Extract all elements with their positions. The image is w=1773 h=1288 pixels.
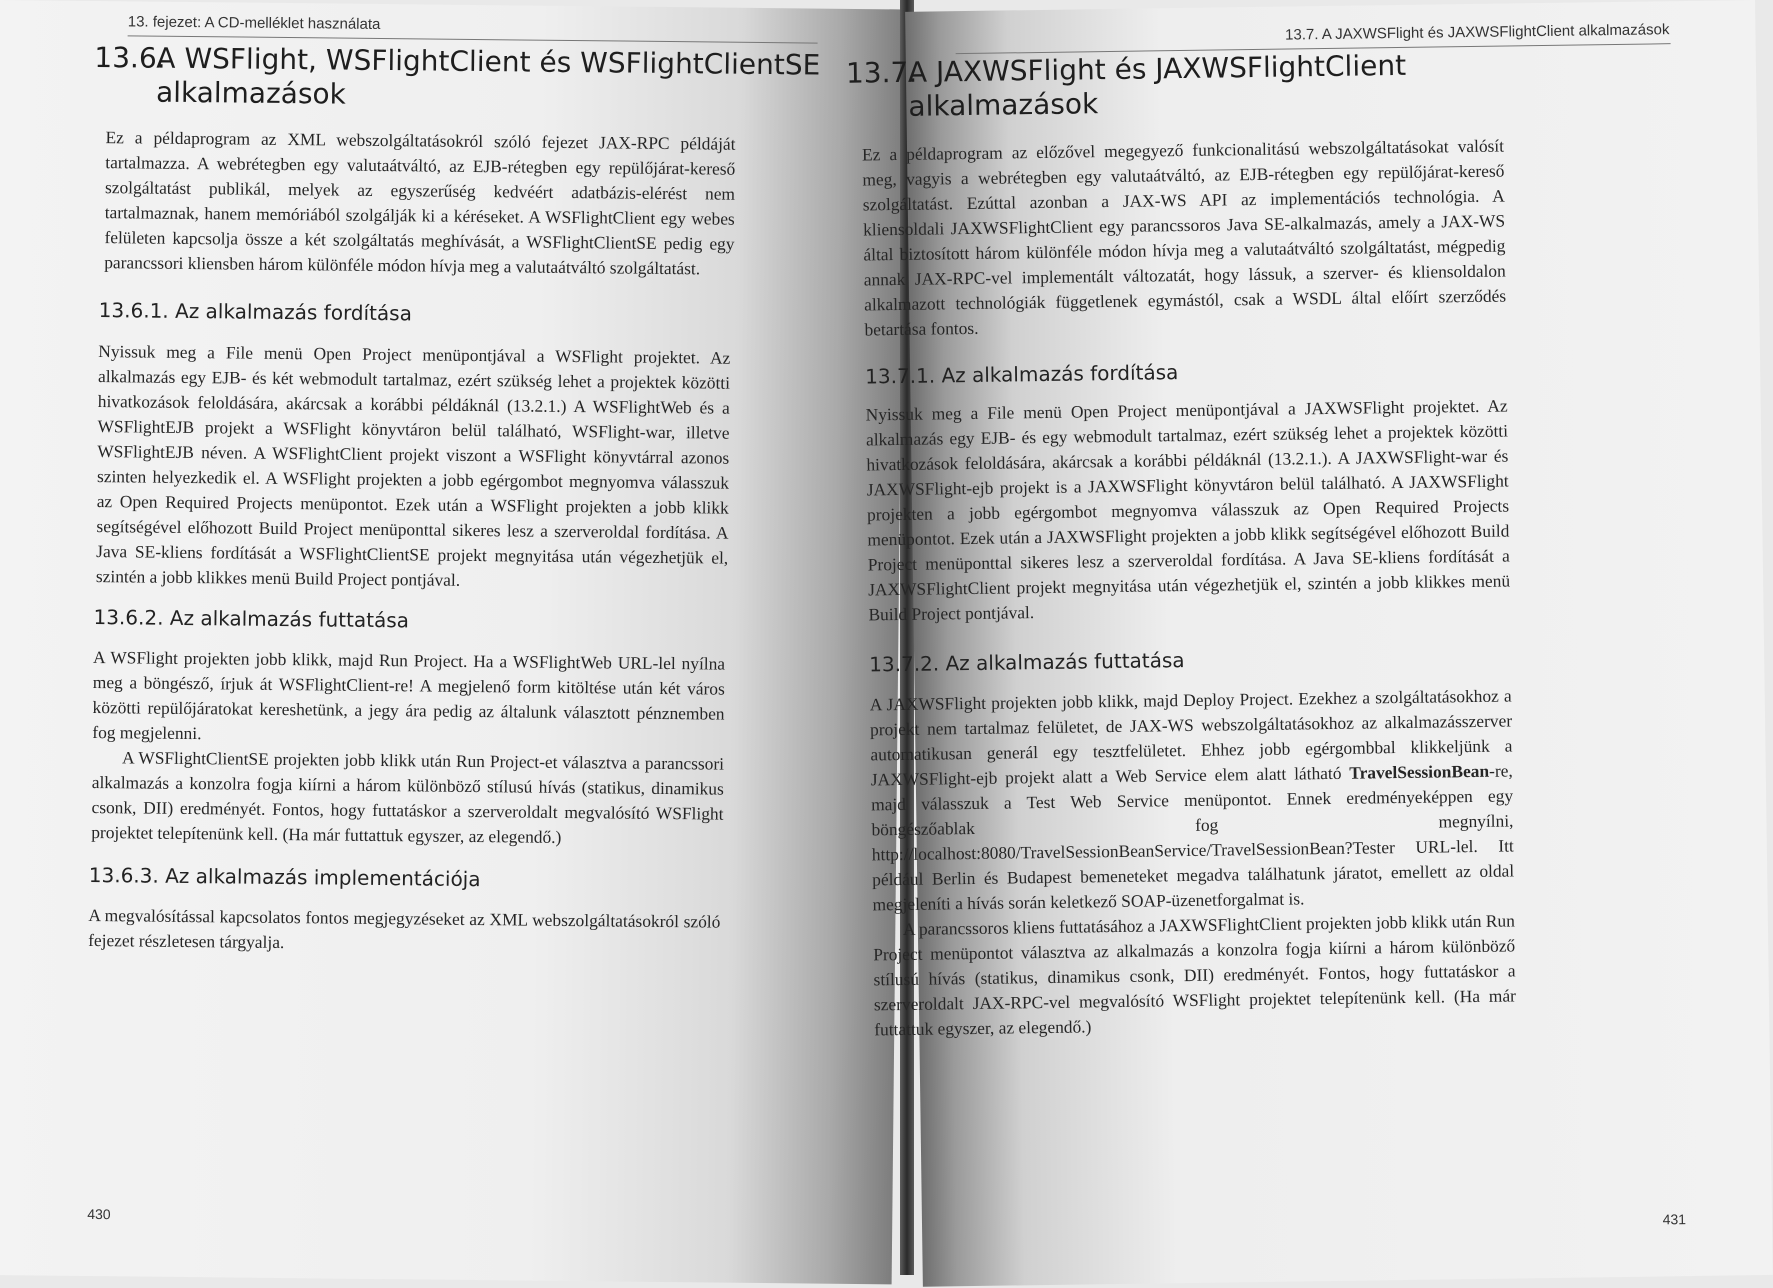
section-title (94, 41, 895, 117)
subsection-text (870, 683, 1515, 917)
section-title (846, 47, 1567, 125)
running-head: 13. fejezet: A CD-melléklet használata (127, 13, 381, 33)
page-number: 430 (87, 1205, 111, 1223)
subsection-title: 13.6.3. Az alkalmazás implementációja (88, 862, 481, 892)
section-number: 13.7. (845, 55, 918, 90)
right-page (845, 0, 1773, 1287)
section-title-line1: A JAXWSFlight és JAXWSFlightClient (907, 48, 1407, 89)
subsection-text-part: A JAXWSFlight projekten jobb klikk, majd Deploy Project. Ezekhez a szolgáltatásokhoz a projekt nem tartalmaz felületet, de JAX-WS webszolgáltatásokhoz az alkalmazásszerver automatikusan generál egy tesztfelületet. Ehhez jobb egérgombbal klikkeljünk a JAXWSFlight-ejb projekt alatt a Web Service elem alatt látható (869, 685, 1513, 790)
subsection-title: 13.7.1. Az alkalmazás fordítása (865, 360, 1179, 389)
section-number: 13.6. (94, 40, 166, 75)
subsection-title: 13.7.2. Az alkalmazás futtatása (869, 648, 1185, 677)
subsection-text: Nyissuk meg a File menü Open Project menüpontjával a JAXWSFlight projektet. Az alkalmazás egy EJB- és egy webmodult tartalmaz, ezért szükség lehet a projektek közötti hivatkozások feloldására, akárcsak a korábbi példáknál (13.2.1.). A JAXWSFlight-war és JAXWSFlight-ejb projekt is a JAXWSFlight könyvtáron belül található. A JAXWSFlight projekten a jobb egérgombot megnyomva válasszuk az Open Required Projects menüpontot. Ezek után a JAXWSFlight projekten a jobb klikk segítségével előhozott Build Project menüponttal sikeres lesz a szerveroldal fordítása. A Java SE-kliens fordítását a JAXWSFlightClient projekt megnyitása után végezhetjük el, szintén a jobb klikkes menü Build Project pontjával. (865, 395, 1511, 625)
section-title-line2: alkalmazások (908, 87, 1099, 123)
subsection-title: 13.6.2. Az alkalmazás futtatása (93, 605, 410, 633)
subsection-text: Nyissuk meg a File menü Open Project menüpontjával a WSFlight projektet. Az alkalmazás egy EJB- és két webmodult tartalmaz, ezért szükség lehet a projektek közötti hivatkozások feloldására, akárcsak a korábbi példáknál (13.2.1.) A WSFlightWeb és a WSFlightEJB projekt a WSFlight könyvtáron belül található, WSFlight-war, illetve WSFlightEJB néven. A WSFlightClient projekt viszont a WSFlight könyvtárral azonos szinten helyezkedik el. A WSFlight projekten a jobb egérgombot megnyomva válasszuk az Open Required Projects menüpontot. Ezek után a WSFlight projekten a jobb klikk segítségével előhozott Build Project menüponttal sikeres lesz a szerveroldal fordítása. A Java SE-kliens fordítását a WSFlightClientSE projekt megnyitása után végezhetjük el, szintén a jobb klikkes menü Build Project pontjával. (95, 341, 731, 590)
section-title-line2: alkalmazások (155, 75, 347, 111)
subsection-text-part: -re, majd válasszuk a Test Web Service menüpontot. Ennek eredményeképpen egy böngészőablak fog megnyílni, http://localhost:8080/TravelSessionBeanService/TravelSessionBean?Tester URL-lel. Itt például Berlin és Budapest bemeneteket megadva találhatunk járatot, emellett az oldal megjeleníti a hívás során keletkező SOAP-üzenetforgalmat is. (871, 760, 1515, 915)
subsection-text: A megvalósítással kapcsolatos fontos megjegyzéseket az XML webszolgáltatásokról szóló fejezet részletesen tárgyalja. (88, 904, 721, 953)
subsection-title: 13.6.1. Az alkalmazás fordítása (98, 298, 413, 326)
section-intro: Ez a példaprogram az előzővel megegyező funkcionalitású webszolgáltatásokat valósít meg, vagyis a webrétegben egy valutaátváltó, az EJB-rétegben egy repülőjárat-kereső szolgáltatást. Ezúttal azonban a JAX-WS API az implementációs technológia. A kliensoldali JAXWSFlightClient egy parancssoros Java SE-alkalmazás, amely a JAX-WS által biztosított három különféle módon hívja meg a valutaátváltó szolgáltatást, mégpedig annak JAX-RPC-vel implementált változatát, hogy lássuk, a szerver- és kliensoldalon alkalmazott technológiák függetlenek egymástól, csak a WSDL által előírt szerződés betartása fontos. (861, 135, 1507, 340)
page-number: 431 (1662, 1211, 1687, 1228)
running-head: 13.7. A JAXWSFlight és JAXWSFlightClient alkalmazások (1284, 21, 1670, 44)
subsection-text: A parancssoros kliens futtatásához a JAXWSFlightClient projekten jobb klikk után Run Project menüpontot választva az alkalmazás a konzolra fogja kiírni a három különböző stílusú hívás (statikus, dinamikus csonk, DII) eredményét. Fontos, hogy futtatáskor a szerveroldalt JAX-RPC-vel megvalósító WSFlight projektet telepítenünk kell. (Ha már futtattuk egyszer, az elegendő.) (873, 910, 1517, 1040)
section-title-line1: A WSFlight, WSFlightClient és WSFlightClientSE (156, 41, 821, 82)
subsection-text: A WSFlight projekten jobb klikk, majd Run Project. Ha a WSFlightWeb URL-lel nyílna meg a böngésző, írjuk át WSFlightClient-re! A megjelenő form kitöltése után két város közötti repülőjáratokat kereshetünk, a jegy ára pedig az általunk választott pénznemben fog megjelenni. (92, 647, 726, 744)
section-intro: Ez a példaprogram az XML webszolgáltatásokról szóló fejezet JAX-RPC példáját tartalmazza. A webrétegben egy valutaátváltó, az EJB-rétegben egy repülőjárat-kereső szolgáltatást publikál, melyek az egyszerűség kedvéért adatbázis-elérést nem tartalmaznak, hanem memóriából szolgálják ki a kéréseket. A WSFlightClient egy webes felületen kapcsolja össze a két szolgáltatás meghívását, a WSFlightClientSE pedig egy parancssori kliensben három különféle módon hívja meg a valutaátváltó szolgáltatást. (104, 127, 736, 279)
bean-name: TravelSessionBean (1349, 760, 1490, 783)
subsection-text: A WSFlightClientSE projekten jobb klikk után Run Project-et választva a parancssori alkalmazás a konzolra fogja kiírni a három különböző stílusú hívás (statikus, dinamikus csonk, DII) eredményét. Fontos, hogy futtatáskor a szerveroldalt megvalósító WSFlight projektet telepítenünk kell. (Ha már futtattuk egyszer, az elegendő.) (91, 747, 725, 847)
